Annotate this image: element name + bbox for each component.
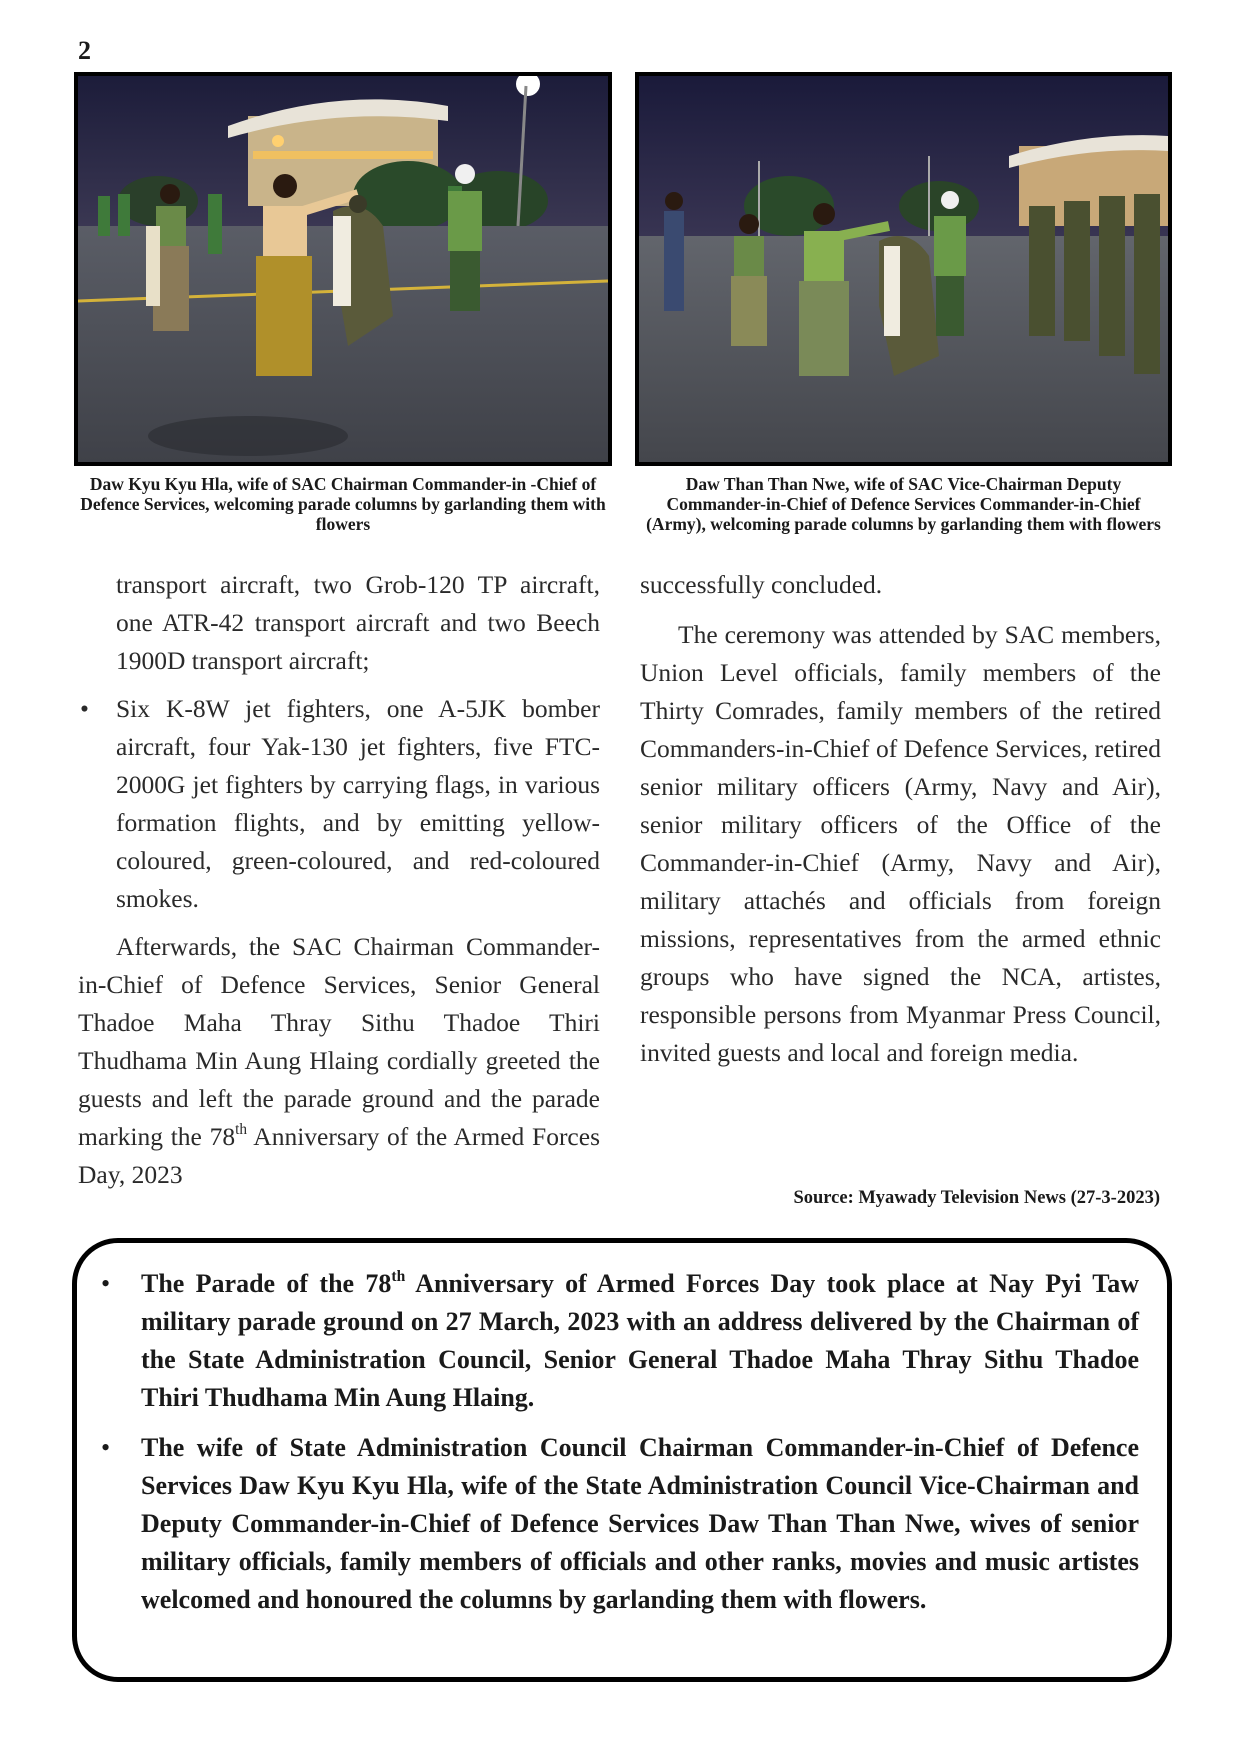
summary-box [72, 1238, 1172, 1682]
parade-photo-scene [78, 76, 608, 462]
paragraph [78, 928, 600, 1194]
summary-text: The wife of State Administration Council Chairman Commander-in-Chief of Defence Services Daw Kyu Kyu Hla, wife of the State Administration Council Vice-Chairman and Deputy Commander-in-Chief of Defence Services Daw Than Than Nwe, wives of senior military officials, family members of officials and other ranks, movies and music artistes welcomed and honoured the columns by garlanding them with flowers. [141, 1433, 1139, 1614]
body-column-left [78, 566, 600, 1194]
summary-item [101, 1265, 1139, 1417]
photo-garlanding-left [74, 72, 612, 466]
bullet-icon: • [101, 1269, 111, 1298]
continuation-text: transport aircraft, two Grob-120 TP aircraft, one ATR-42 transport aircraft and two Beech 1900D transport aircraft; [116, 570, 600, 675]
summary-text: Anniversary of Armed Forces Day took place at Nay Pyi Taw military parade ground on 27 March, 2023 with an address delivered by the Chairman of the State Administration Council, Senior General Thadoe Maha Thray Sithu Thadoe Thiri Thudhama Min Aung Hlaing. [141, 1269, 1139, 1412]
photo-garlanding-right [635, 72, 1172, 466]
continuation-text: successfully concluded. [640, 570, 883, 599]
parade-photo-scene [639, 76, 1168, 462]
ordinal-suffix: th [235, 1120, 247, 1138]
photo-caption-right: Daw Than Than Nwe, wife of SAC Vice-Chairman Deputy Commander-in-Chief of Defence Services Commander-in-Chief (Army), welcoming parade columns by garlanding them with flowers [646, 474, 1161, 534]
bullet-icon: • [80, 694, 89, 723]
bullet-text: Six K-8W jet fighters, one A-5JK bomber aircraft, four Yak-130 jet fighters, five FTC-2000G jet fighters by carrying flags, in various formation flights, and by emitting yellow-coloured, green-coloured, and red-coloured smokes. [116, 694, 600, 913]
summary-item [101, 1429, 1139, 1619]
paragraph-text: Anniversary of the Armed Forces Day, 2023 [78, 1122, 600, 1189]
bullet-icon: • [101, 1433, 111, 1462]
paragraph-text: Afterwards, the SAC Chairman Commander-in-Chief of Defence Services, Senior General Thadoe Maha Thray Sithu Thadoe Thiri Thudhama Min Aung Hlaing cordially greeted the guests and left the parade ground and the parade marking the 78 [78, 932, 600, 1151]
photo-caption-left: Daw Kyu Kyu Hla, wife of SAC Chairman Commander-in -Chief of Defence Services, welcoming parade columns by garlanding them with flowers [80, 474, 606, 534]
source-credit: Source: Myawady Television News (27-3-2023) [793, 1188, 1160, 1208]
paragraph: The ceremony was attended by SAC members, Union Level officials, family members of the Thirty Comrades, family members of the retired Commanders-in-Chief of Defence Services, retired senior military officers (Army, Navy and Air), senior military officers of the Office of the Commander-in-Chief (Army, Navy and Air), military attachés and officials from foreign missions, representatives from the armed ethnic groups who have signed the NCA, artistes, responsible persons from Myanmar Press Council, invited guests and local and foreign media. [640, 620, 1161, 1067]
summary-text: The Parade of the 78 [141, 1269, 392, 1298]
list-item [78, 690, 600, 918]
page-number: 2 [78, 36, 91, 65]
ordinal-suffix: th [391, 1267, 406, 1285]
body-column-right [640, 566, 1161, 1072]
